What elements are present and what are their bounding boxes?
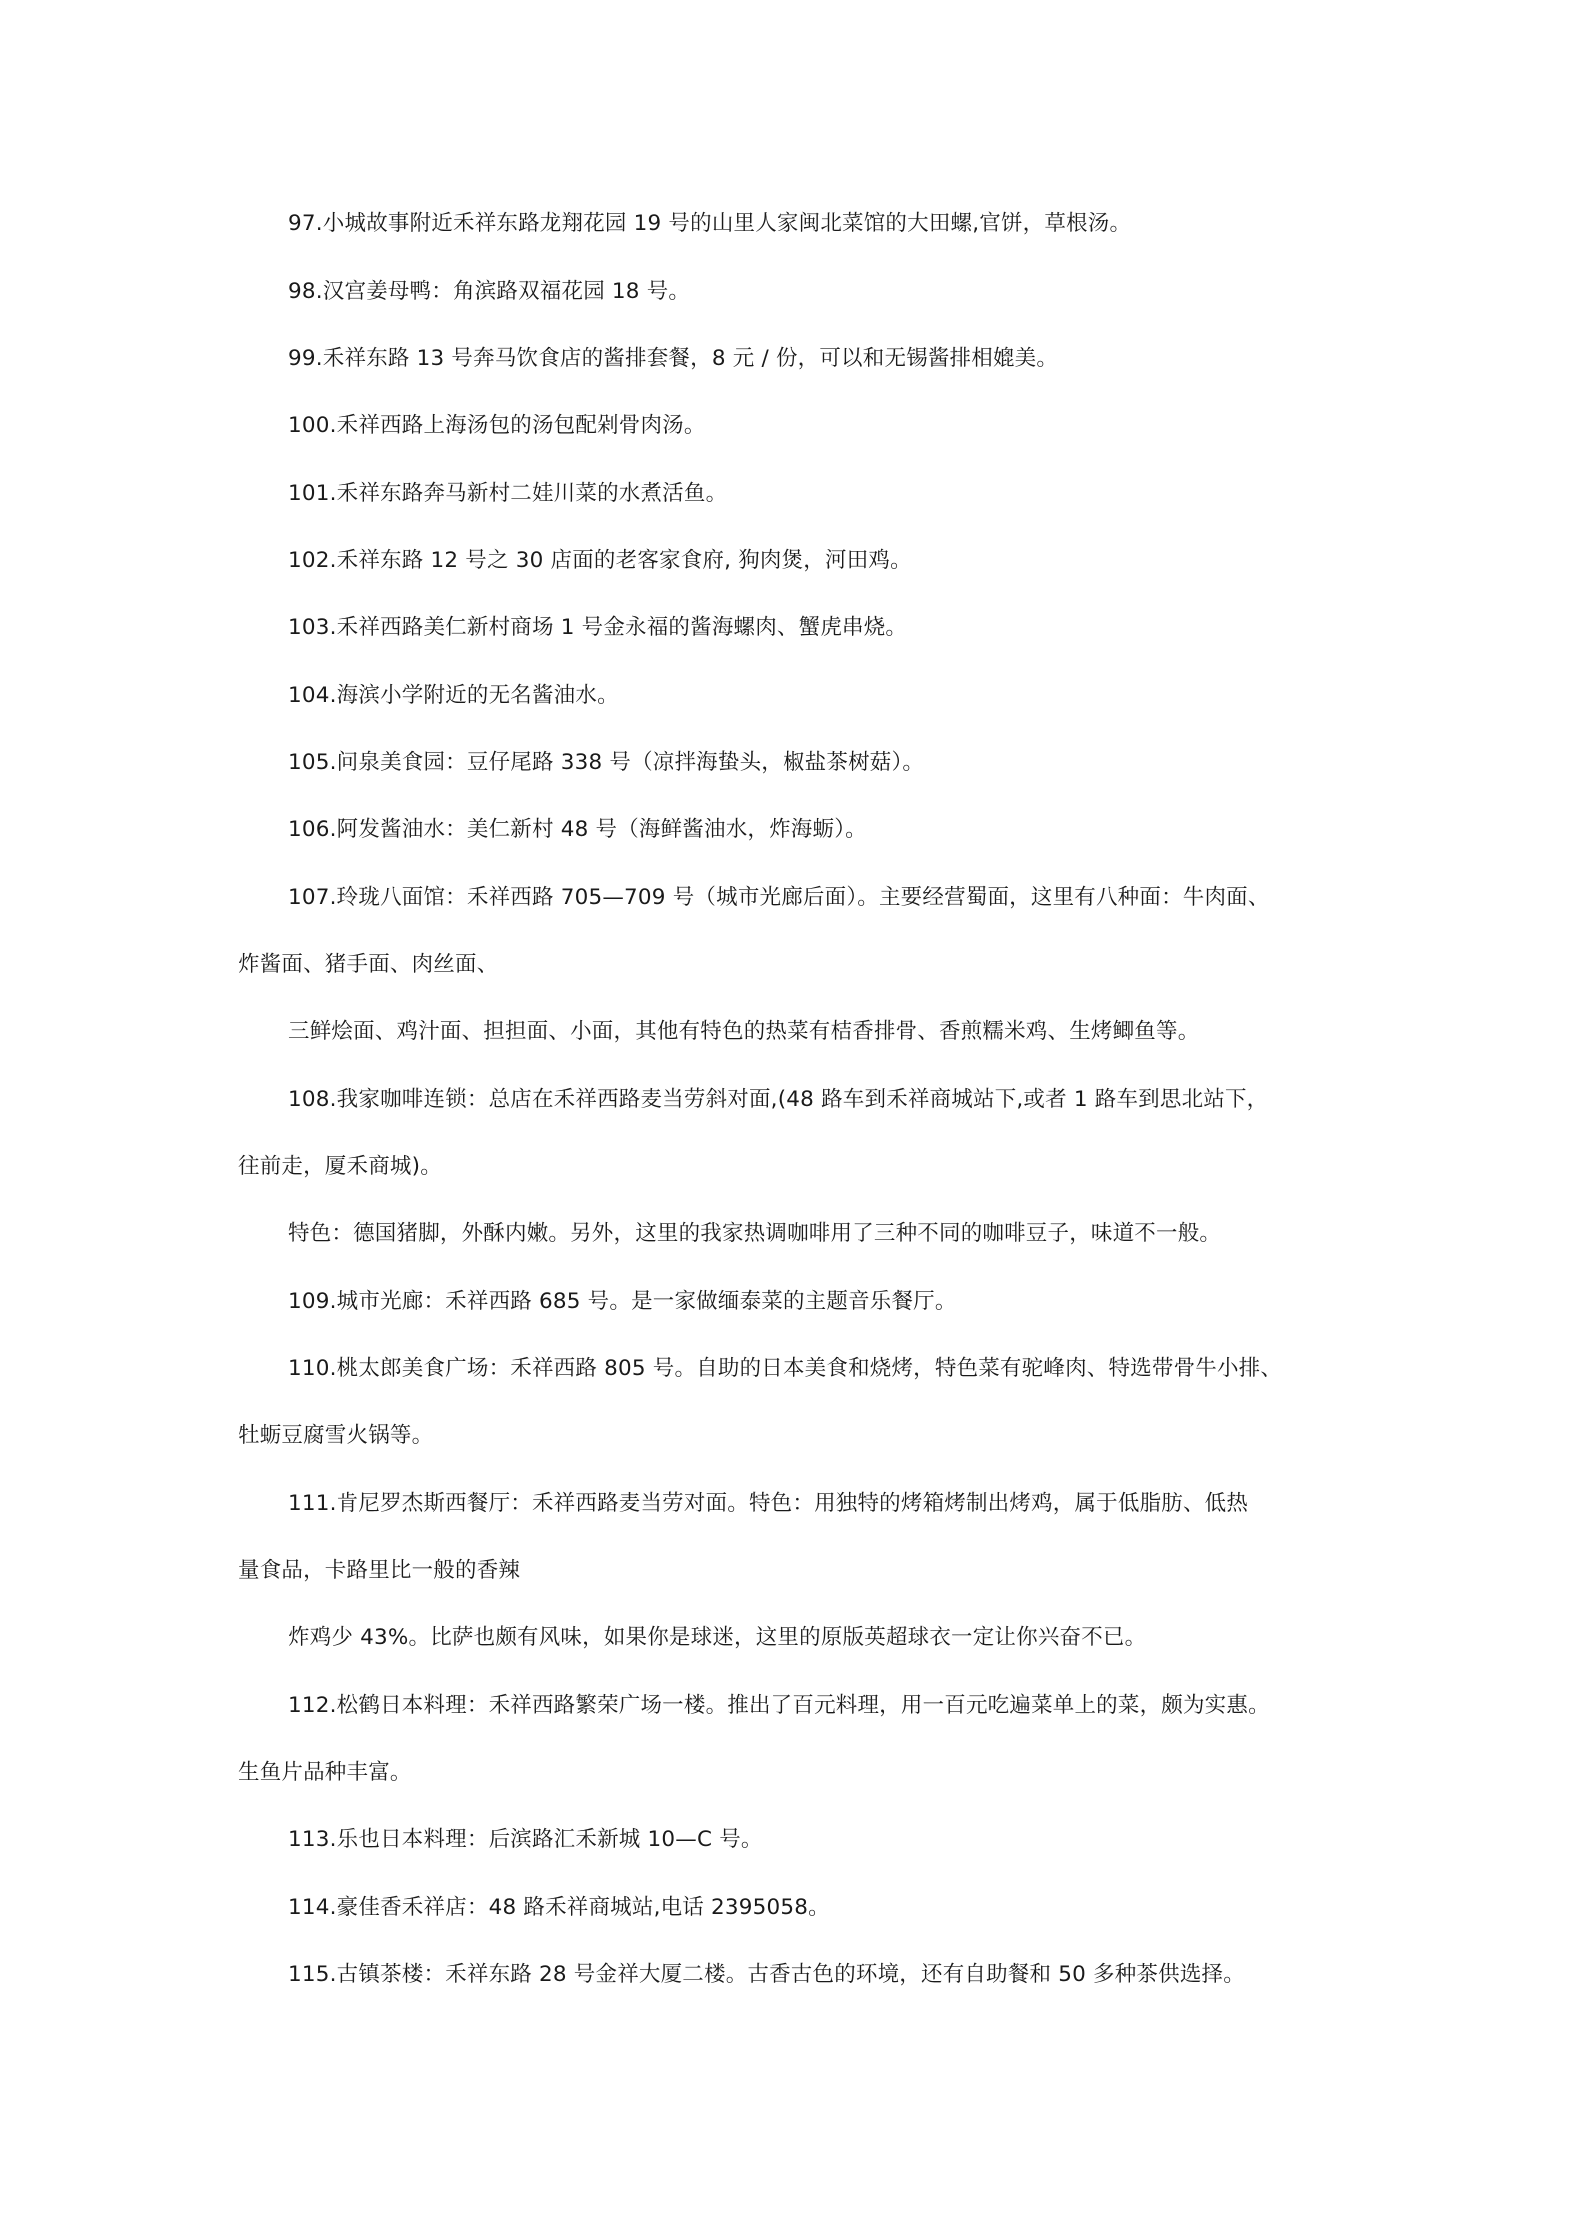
entry-111-cont2: 炸鸡少 43%。比萨也颇有风味，如果你是球迷，这里的原版英超球衣一定让你兴奋不已。 — [288, 1625, 1147, 1650]
entry-97: 97.小城故事附近禾祥东路龙翔花园 19 号的山里人家闽北菜馆的大田螺,官饼，草根汤。 — [288, 211, 1132, 236]
entry-108-feature: 特色：德国猪脚，外酥内嫩。另外，这里的我家热调咖啡用了三种不同的咖啡豆子，味道不一般。 — [288, 1221, 1222, 1246]
entry-104: 104.海滨小学附近的无名酱油水。 — [288, 683, 619, 708]
entry-113: 113.乐也日本料理：后滨路汇禾新城 10—C 号。 — [288, 1827, 763, 1852]
entry-107: 107.玲珑八面馆：禾祥西路 705—709 号（城市光廊后面）。主要经营蜀面，这里有八种面：牛肉面、 — [288, 885, 1270, 910]
entry-115: 115.古镇茶楼：禾祥东路 28 号金祥大厦二楼。古香古色的环境，还有自助餐和 50 多种茶供选择。 — [288, 1962, 1245, 1987]
entry-108-cont: 往前走，厦禾商城)。 — [238, 1154, 442, 1179]
entry-103: 103.禾祥西路美仁新村商场 1 号金永福的酱海螺肉、蟹虎串烧。 — [288, 615, 908, 640]
entry-107-cont2: 三鲜烩面、鸡汁面、担担面、小面，其他有特色的热菜有桔香排骨、香煎糯米鸡、生烤鲫鱼等。 — [288, 1019, 1200, 1044]
entry-102: 102.禾祥东路 12 号之 30 店面的老客家食府, 狗肉煲，河田鸡。 — [288, 548, 912, 573]
entry-112: 112.松鹤日本料理：禾祥西路繁荣广场一楼。推出了百元料理，用一百元吃遍菜单上的菜，颇为实惠。 — [288, 1693, 1270, 1718]
entry-109: 109.城市光廊：禾祥西路 685 号。是一家做缅泰菜的主题音乐餐厅。 — [288, 1289, 957, 1314]
entry-99: 99.禾祥东路 13 号奔马饮食店的酱排套餐，8 元 / 份，可以和无锡酱排相媲美。 — [288, 346, 1059, 371]
entry-106: 106.阿发酱油水：美仁新村 48 号（海鲜酱油水，炸海蛎）。 — [288, 817, 867, 842]
entry-107-cont: 炸酱面、猪手面、肉丝面、 — [238, 952, 499, 977]
entry-98: 98.汉宫姜母鸭：角滨路双福花园 18 号。 — [288, 279, 691, 304]
entry-101: 101.禾祥东路奔马新村二娃川菜的水煮活鱼。 — [288, 481, 728, 506]
entry-111-cont: 量食品，卡路里比一般的香辣 — [238, 1558, 521, 1583]
entry-111: 111.肯尼罗杰斯西餐厅：禾祥西路麦当劳对面。特色：用独特的烤箱烤制出烤鸡，属于低脂肪、低热 — [288, 1491, 1249, 1516]
entry-105: 105.问泉美食园：豆仔尾路 338 号（凉拌海蛰头，椒盐茶树菇）。 — [288, 750, 925, 775]
entry-100: 100.禾祥西路上海汤包的汤包配剁骨肉汤。 — [288, 413, 706, 438]
entry-110-cont: 牡蛎豆腐雪火锅等。 — [238, 1423, 434, 1448]
entry-112-cont: 生鱼片品种丰富。 — [238, 1760, 412, 1785]
entry-110: 110.桃太郎美食广场：禾祥西路 805 号。自助的日本美食和烧烤，特色菜有驼峰肉、特选带骨牛小排、 — [288, 1356, 1283, 1381]
entry-114: 114.豪佳香禾祥店：48 路禾祥商城站,电话 2395058。 — [288, 1895, 830, 1920]
entry-108: 108.我家咖啡连锁：总店在禾祥西路麦当劳斜对面,(48 路车到禾祥商城站下,或者 1 路车到思北站下， — [288, 1087, 1269, 1112]
